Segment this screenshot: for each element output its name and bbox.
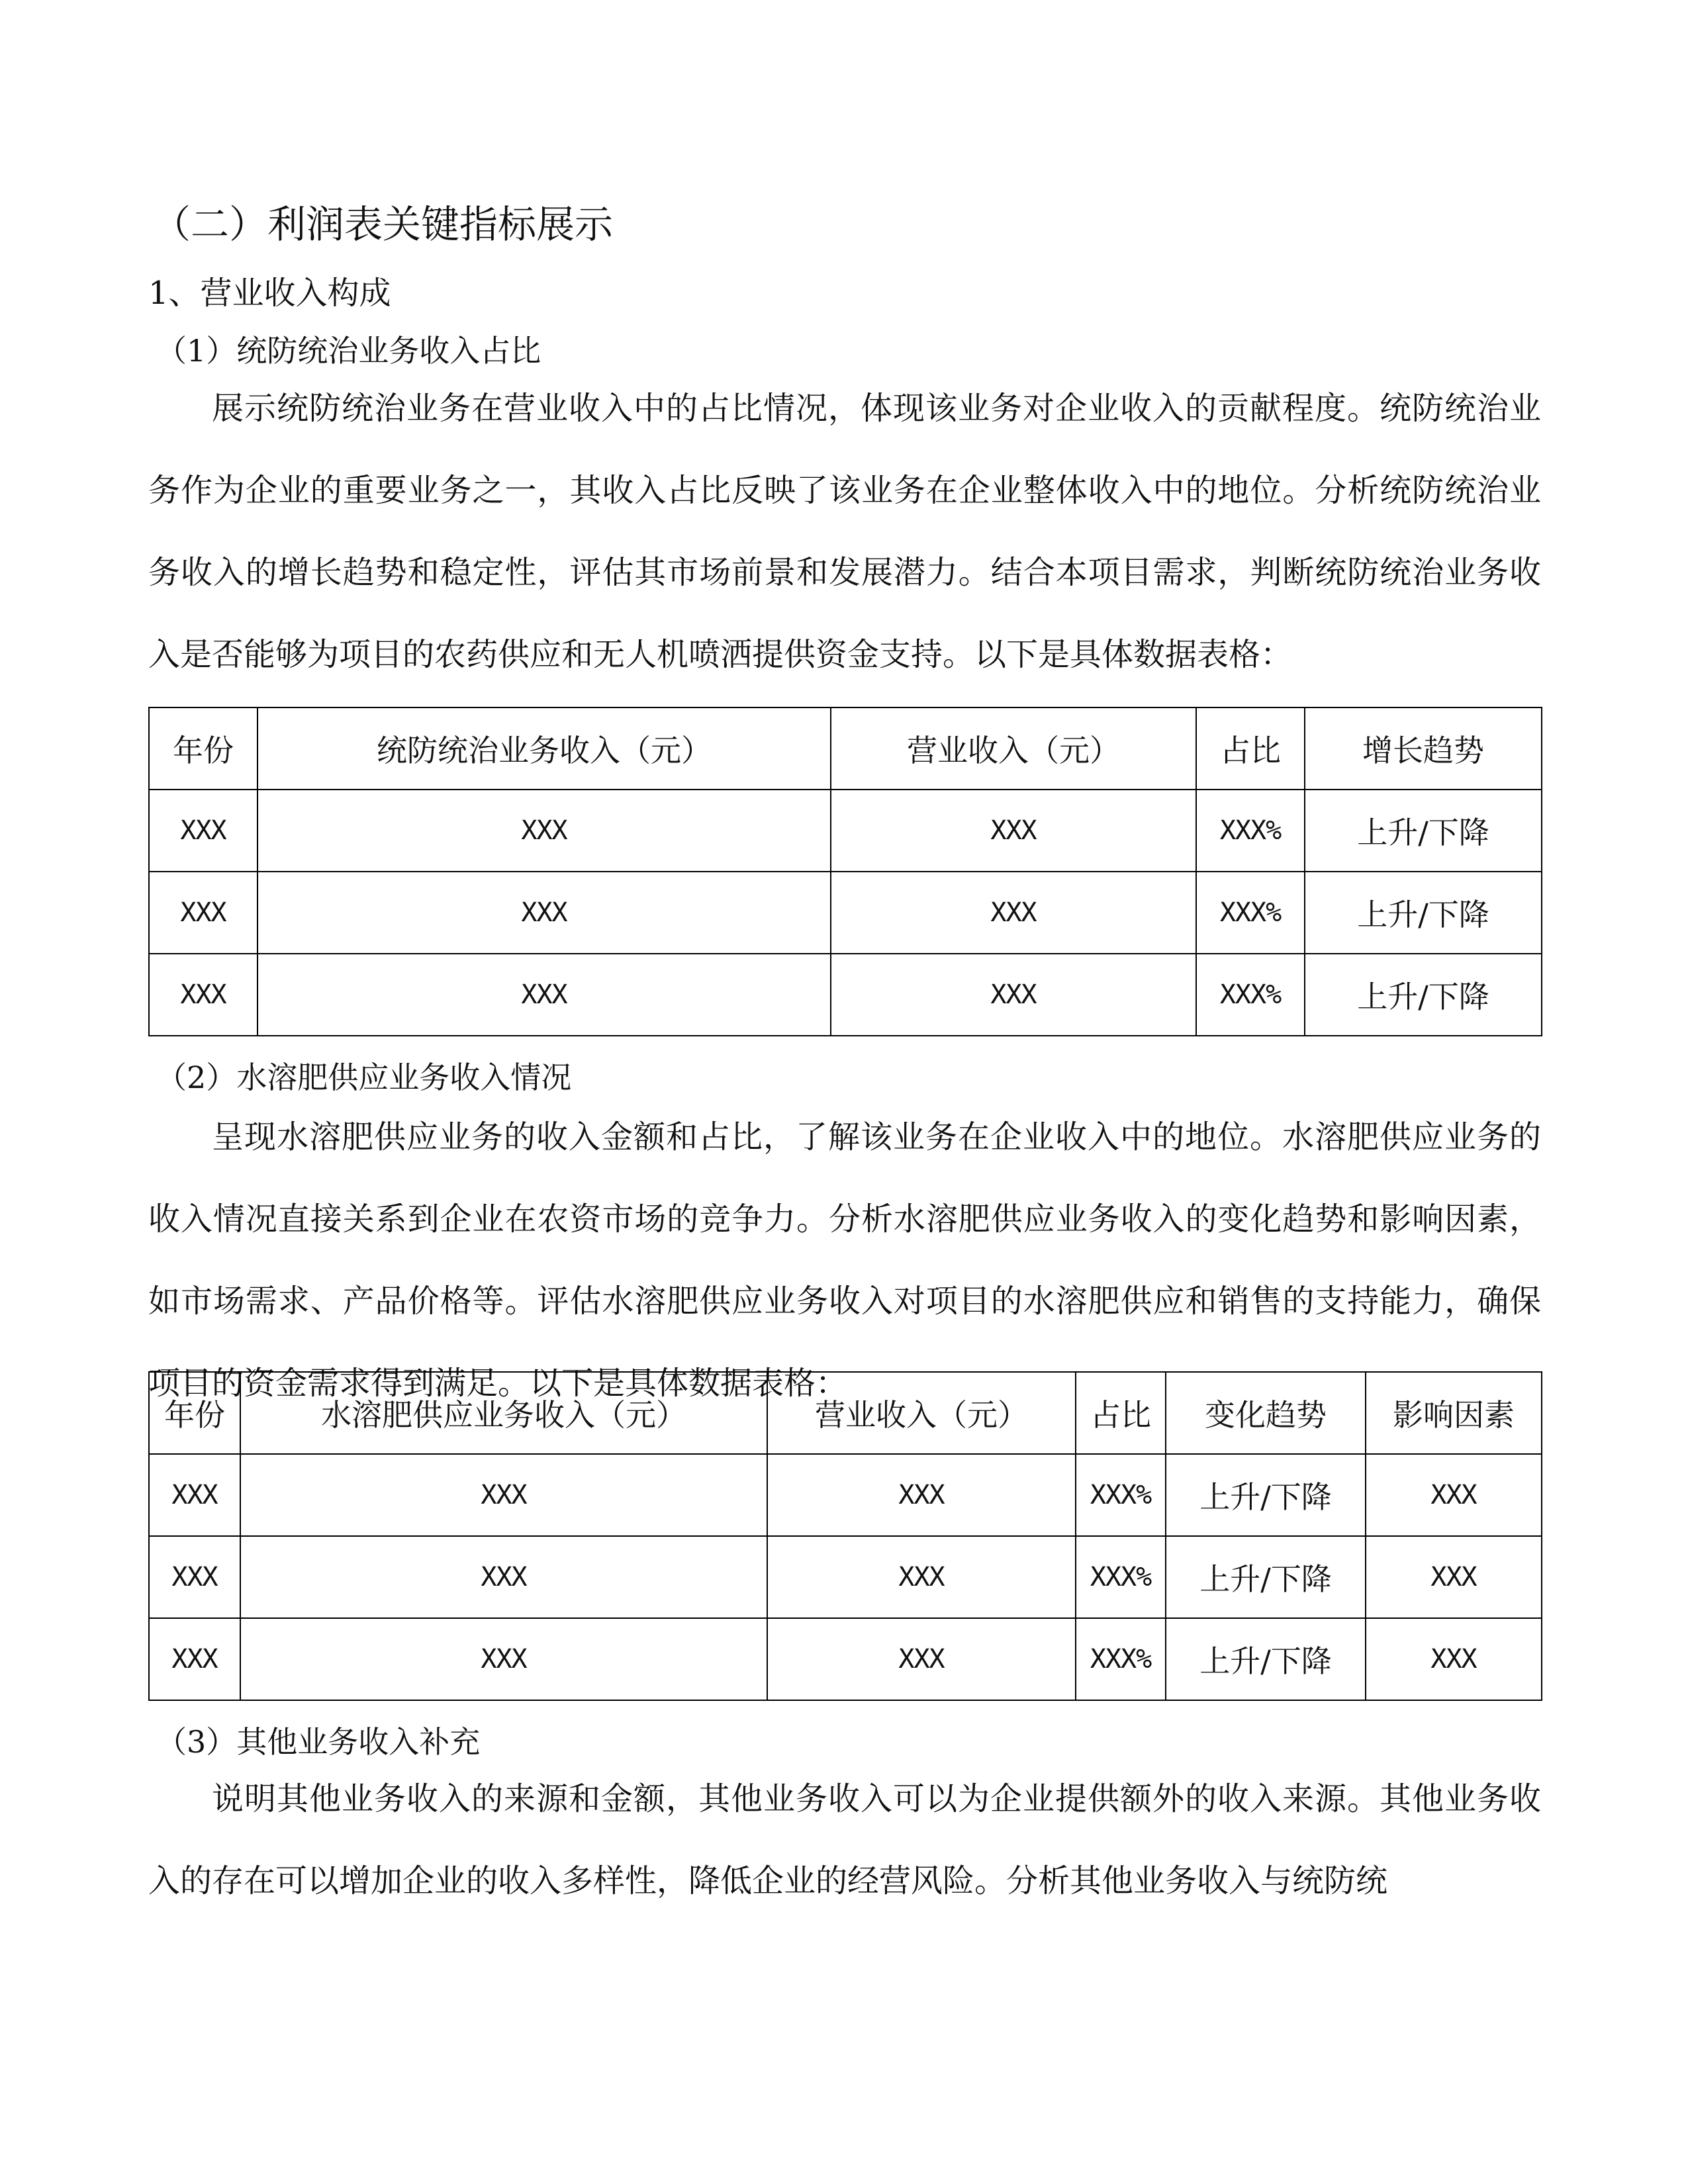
cell-ratio: XXX% <box>1196 790 1305 872</box>
header-fertilizer-income: 水溶肥供应业务收入（元） <box>240 1372 767 1454</box>
cell-ratio: XXX% <box>1076 1618 1166 1700</box>
cell-ratio: XXX% <box>1196 954 1305 1036</box>
cell-operating-income: XXX <box>767 1536 1076 1618</box>
header-year: 年份 <box>149 707 258 790</box>
cell-change-trend: 上升/下降 <box>1166 1618 1366 1700</box>
table-row <box>149 790 1542 872</box>
cell-year: XXX <box>149 1618 240 1700</box>
header-influencing-factors: 影响因素 <box>1366 1372 1542 1454</box>
cell-change-trend: 上升/下降 <box>1166 1536 1366 1618</box>
part3-heading: （3）其他业务收入补充 <box>156 1724 481 1760</box>
cell-influencing-factors: XXX <box>1366 1536 1542 1618</box>
cell-year: XXX <box>149 1536 240 1618</box>
cell-ratio: XXX% <box>1196 872 1305 954</box>
part2-paragraph: 呈现水溶肥供应业务的收入金额和占比，了解该业务在企业收入中的地位。水溶肥供应业务的收入情况直接关系到企业在农资市场的竞争力。分析水溶肥供应业务收入的变化趋势和影响因素，如市场需求、产品价格等。评估水溶肥供应业务收入对项目的水溶肥供应和销售的支持能力，确保项目的资金需求得到满足。以下是具体数据表格： <box>148 1118 1541 1402</box>
part2-heading: （2）水溶肥供应业务收入情况 <box>156 1060 572 1095</box>
fertilizer-income-table <box>148 1371 1542 1701</box>
table-row <box>149 1536 1542 1618</box>
header-operating-income: 营业收入（元） <box>767 1372 1076 1454</box>
cell-influencing-factors: XXX <box>1366 1618 1542 1700</box>
table-row <box>149 872 1542 954</box>
table-row <box>149 1454 1542 1536</box>
table-header-row <box>149 1372 1542 1454</box>
cell-operating-income: XXX <box>767 1618 1076 1700</box>
header-year: 年份 <box>149 1372 240 1454</box>
header-operating-income: 营业收入（元） <box>831 707 1196 790</box>
header-business-income: 统防统治业务收入（元） <box>258 707 831 790</box>
header-ratio: 占比 <box>1076 1372 1166 1454</box>
cell-growth-trend: 上升/下降 <box>1305 790 1542 872</box>
cell-year: XXX <box>149 790 258 872</box>
part1-heading: （1）统防统治业务收入占比 <box>156 333 541 369</box>
cell-influencing-factors: XXX <box>1366 1454 1542 1536</box>
cell-business-income: XXX <box>258 872 831 954</box>
business-income-table <box>148 707 1542 1036</box>
cell-fertilizer-income: XXX <box>240 1618 767 1700</box>
subsection-heading: 1、营业收入构成 <box>148 275 391 312</box>
cell-ratio: XXX% <box>1076 1454 1166 1536</box>
cell-fertilizer-income: XXX <box>240 1536 767 1618</box>
section-heading: （二）利润表关键指标展示 <box>152 202 614 247</box>
cell-growth-trend: 上升/下降 <box>1305 954 1542 1036</box>
part1-paragraph: 展示统防统治业务在营业收入中的占比情况，体现该业务对企业收入的贡献程度。统防统治业务作为企业的重要业务之一，其收入占比反映了该业务在企业整体收入中的地位。分析统防统治业务收入的增长趋势和稳定性，评估其市场前景和发展潜力。结合本项目需求，判断统防统治业务收入是否能够为项目的农药供应和无人机喷洒提供资金支持。以下是具体数据表格： <box>148 390 1541 673</box>
cell-operating-income: XXX <box>831 790 1196 872</box>
cell-year: XXX <box>149 954 258 1036</box>
cell-year: XXX <box>149 872 258 954</box>
cell-operating-income: XXX <box>767 1454 1076 1536</box>
cell-operating-income: XXX <box>831 954 1196 1036</box>
cell-operating-income: XXX <box>831 872 1196 954</box>
table-row <box>149 1618 1542 1700</box>
part3-paragraph: 说明其他业务收入的来源和金额，其他业务收入可以为企业提供额外的收入来源。其他业务收入的存在可以增加企业的收入多样性，降低企业的经营风险。分析其他业务收入与统防统 <box>148 1780 1541 1899</box>
cell-growth-trend: 上升/下降 <box>1305 872 1542 954</box>
header-growth-trend: 增长趋势 <box>1305 707 1542 790</box>
cell-year: XXX <box>149 1454 240 1536</box>
cell-fertilizer-income: XXX <box>240 1454 767 1536</box>
cell-change-trend: 上升/下降 <box>1166 1454 1366 1536</box>
cell-ratio: XXX% <box>1076 1536 1166 1618</box>
cell-business-income: XXX <box>258 954 831 1036</box>
cell-business-income: XXX <box>258 790 831 872</box>
header-change-trend: 变化趋势 <box>1166 1372 1366 1454</box>
header-ratio: 占比 <box>1196 707 1305 790</box>
table-header-row <box>149 707 1542 790</box>
table-row <box>149 954 1542 1036</box>
